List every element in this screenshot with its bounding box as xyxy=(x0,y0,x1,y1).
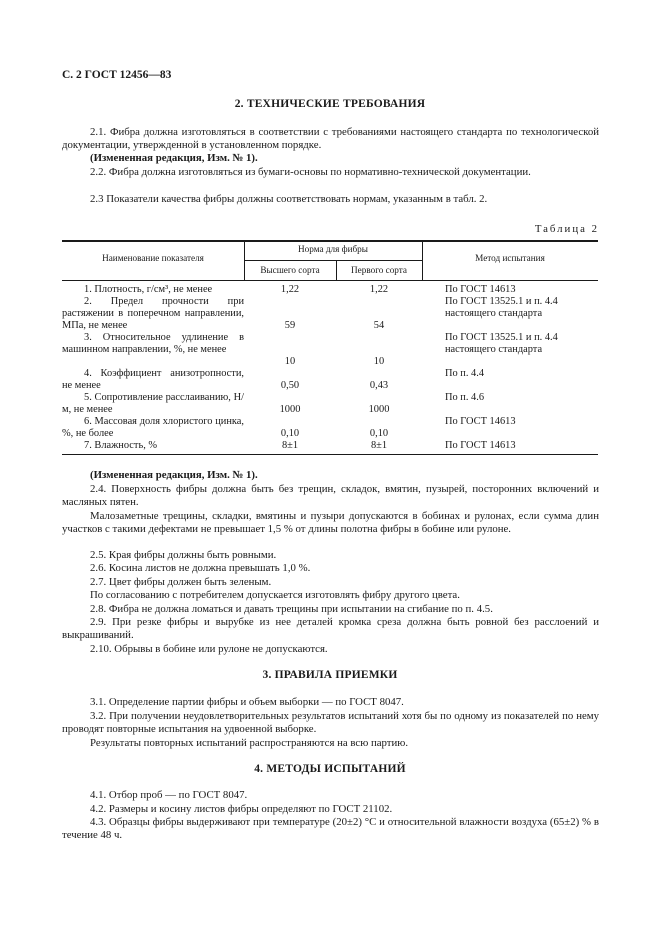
paragraph-2-2: 2.2. Фибра должна изготовляться из бумаги-основы по нормативно-технической документации. xyxy=(90,166,531,178)
edit-note-2: (Измененная редакция, Изм. № 1). xyxy=(90,469,258,481)
table-top-rule xyxy=(62,240,598,242)
row-6-method: По ГОСТ 14613 xyxy=(445,416,516,427)
row-4-top-grade: 0,50 xyxy=(280,380,300,391)
row-1-first-grade: 1,22 xyxy=(369,284,389,295)
row-1-top-grade: 1,22 xyxy=(280,284,300,295)
paragraph-2-5: 2.5. Края фибры должны быть ровными. xyxy=(90,549,277,561)
paragraph-4-3: 4.3. Образцы фибры выдерживают при температуре (20±2) °С и относительной влажности воздуха (65±2) % в течение 48 ч. xyxy=(62,816,599,842)
paragraph-2-7: 2.7. Цвет фибры должен быть зеленым. xyxy=(90,576,272,588)
paragraph-2-3: 2.3 Показатели качества фибры должны соответствовать нормам, указанным в табл. 2. xyxy=(90,193,488,205)
header-norm: Норма для фибры xyxy=(298,244,368,254)
section-title-acceptance-rules: 3. ПРАВИЛА ПРИЕМКИ xyxy=(262,669,398,681)
row-7-first-grade: 8±1 xyxy=(370,440,388,451)
row-7-top-grade: 8±1 xyxy=(281,440,299,451)
header-top-grade: Высшего сорта xyxy=(260,265,320,275)
row-6-first-grade: 0,10 xyxy=(369,428,389,439)
row-3-name: 3. Относительное удлинение в машинном направлении, %, не менее xyxy=(62,332,244,356)
row-5-method: По п. 4.6 xyxy=(445,392,485,403)
paragraph-3-2-results: Результаты повторных испытаний распространяются на всю партию. xyxy=(90,737,409,749)
row-5-first-grade: 1000 xyxy=(368,404,390,415)
paragraph-2-9: 2.9. При резке фибры и вырубке из нее деталей кромка среза должна быть ровной без расслоений и выкрашиваний. xyxy=(62,616,599,642)
paragraph-2-7-color: По согласованию с потребителем допускается изготовлять фибру другого цвета. xyxy=(90,589,460,601)
header-first-grade: Первого сорта xyxy=(351,265,407,275)
paragraph-3-2: 3.2. При получении неудовлетворительных результатов испытаний хотя бы по одному из показателей по нему проводят повторные испытания на удвоенной выборке. xyxy=(62,710,599,736)
paragraph-3-1: 3.1. Определение партии фибры и объем выборки — по ГОСТ 8047. xyxy=(90,696,404,708)
row-2-name: 2. Предел прочности при растяжении в поперечном направлении, МПа, не менее xyxy=(62,296,244,332)
row-3-first-grade: 10 xyxy=(373,356,385,367)
row-2-first-grade: 54 xyxy=(373,320,385,331)
row-7-method: По ГОСТ 14613 xyxy=(445,440,516,451)
paragraph-2-6: 2.6. Косина листов не должна превышать 1,0 %. xyxy=(90,562,311,574)
row-4-name: 4. Коэффициент анизотропности, не менее xyxy=(62,368,244,392)
row-5-top-grade: 1000 xyxy=(279,404,301,415)
row-7-name: 7. Влажность, % xyxy=(84,440,158,451)
header-indicator: Наименование показателя xyxy=(102,253,204,263)
row-6-name: 6. Массовая доля хлористого цинка, %, не более xyxy=(62,416,244,440)
row-4-method: По п. 4.4 xyxy=(445,368,485,379)
row-3-top-grade: 10 xyxy=(284,356,296,367)
paragraph-2-1: 2.1. Фибра должна изготовляться в соответствии с требованиями настоящего стандарта по технологической документации, утвержденной в установленном порядке. xyxy=(62,126,599,152)
page-header: С. 2 ГОСТ 12456—83 xyxy=(62,69,172,81)
paragraph-2-4-defects: Малозаметные трещины, складки, вмятины и пузыри допускаются в бобинах и рулонах, если сумма длин участков с такими дефектами не превышает 1,5 % от длины полотна фибры в бобине или рулоне. xyxy=(62,510,599,536)
section-title-technical-requirements: 2. ТЕХНИЧЕСКИЕ ТРЕБОВАНИЯ xyxy=(234,98,426,110)
row-2-top-grade: 59 xyxy=(284,320,296,331)
paragraph-2-8: 2.8. Фибра не должна ломаться и давать трещины при испытании на сгибание по п. 4.5. xyxy=(90,603,493,615)
row-3-method: По ГОСТ 13525.1 и п. 4.4 настоящего стандарта xyxy=(445,332,558,356)
table-mid-rule xyxy=(244,260,422,261)
table-bottom-rule xyxy=(62,454,598,455)
paragraph-4-1: 4.1. Отбор проб — по ГОСТ 8047. xyxy=(90,789,248,801)
paragraph-4-2: 4.2. Размеры и косину листов фибры определяют по ГОСТ 21102. xyxy=(90,803,393,815)
row-1-name: 1. Плотность, г/см³, не менее xyxy=(84,284,213,295)
table-caption: Таблица 2 xyxy=(534,223,599,235)
header-method: Метод испытания xyxy=(475,253,545,263)
row-2-method: По ГОСТ 13525.1 и п. 4.4 настоящего стандарта xyxy=(445,296,558,320)
paragraph-2-4: 2.4. Поверхность фибры должна быть без трещин, складок, вмятин, пузырей, посторонних включений и масляных пятен. xyxy=(62,483,599,509)
row-5-name: 5. Сопротивление расслаиванию, Н/м, не менее xyxy=(62,392,244,416)
row-6-top-grade: 0,10 xyxy=(280,428,300,439)
row-4-first-grade: 0,43 xyxy=(369,380,389,391)
paragraph-2-10: 2.10. Обрывы в бобине или рулоне не допускаются. xyxy=(90,643,328,655)
edit-note-1: (Измененная редакция, Изм. № 1). xyxy=(90,152,258,164)
section-title-test-methods: 4. МЕТОДЫ ИСПЫТАНИЙ xyxy=(254,763,406,775)
row-1-method: По ГОСТ 14613 xyxy=(445,284,516,295)
table-header-rule xyxy=(62,280,598,281)
